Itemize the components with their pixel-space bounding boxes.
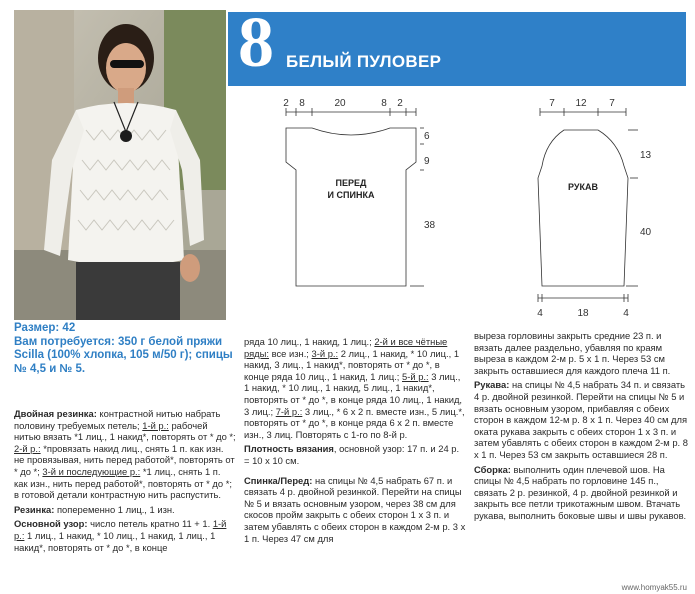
pattern-text-d: 3 лиц., 1 накид, * 10 лиц., 1 накид, 5 лиц., 1 накид*, повторять от * до *, в конце ряда 10 лиц., 1 накид, 3 лиц.; [244, 370, 463, 417]
back-front-text: на спицы № 4,5 набрать 67 п. и связать 4 р. двойной резинкой. Перейти на спицы № 5 и вязать основным узором, через 38 см для скосов пройм закрыть с обеих сторон 1 х 3 п. и затем убавлять с обеих сторон в каждом 2-м р. 3 х 1 п. Через 47 см для [244, 474, 466, 544]
pattern-text-e: 3 лиц., * 6 х 2 п. вместе изн., 5 лиц.*, повторять от * до *, в конце ряда 6 х 2 п. вместе изн., 3 лиц. Повторять с 1-го по 8-й р. [244, 405, 465, 440]
dim-body-side-1: 6 [424, 131, 430, 142]
sleeve-outline [538, 130, 628, 286]
density-text: , основной узор: 17 п. и 24 р. = 10 х 10 см. [244, 443, 460, 466]
dim-sleeve-bottom-1: 4 [537, 308, 543, 319]
density-title: Плотность вязания [244, 443, 334, 455]
elastic-title: Резинка: [14, 503, 55, 515]
dim-sleeve-bottom-3: 4 [623, 308, 629, 319]
main-pattern-row-1: 1-й р.: [14, 518, 227, 541]
main-pattern-text-2: 1 лиц., 1 накид, * 10 лиц., 1 накид, 1 лиц., 1 накид*, повторять от * до *, в конце [14, 529, 216, 553]
double-rib-row-2: 2-й р.: [14, 442, 41, 454]
materials-text: Вам потребуется: 350 г белой пряжи Scilla (100% хлопка, 105 м/50 г); спицы № 4,5 и № 5. [14, 335, 233, 375]
double-rib-row-1: 1-й р.: [142, 419, 169, 431]
back-front-title: Спинка/Перед: [244, 474, 313, 486]
assembly-paragraph [474, 464, 688, 522]
body-label-line2: И СПИНКА [327, 190, 375, 200]
requirements-block [14, 322, 236, 376]
body-label-line1: ПЕРЕД [335, 178, 367, 188]
assembly-title: Сборка: [474, 463, 511, 475]
instructions-column-1 [14, 408, 236, 556]
size-text: Размер: 42 [14, 322, 76, 334]
dim-sleeve-side-2: 40 [640, 227, 652, 238]
body-outline [286, 128, 416, 286]
pattern-row-7: 7-й р.: [275, 405, 303, 417]
sleeves-paragraph [474, 379, 688, 460]
dim-body-top-3: 20 [334, 98, 346, 109]
double-rib-row-3: 3-й и последующие р.: [42, 465, 141, 477]
pattern-text-c: 2 лиц., 1 накид, * 10 лиц., 1 накид, 3 лиц., 1 накид*, повторять от * до *, в конце ряда 10 лиц., 1 накид, 1 лиц.; [244, 347, 460, 382]
model-number: 8 [238, 2, 274, 82]
double-rib-title: Двойная резинка: [14, 408, 97, 419]
double-rib-text-1: контрастной нитью набрать половину требуемых петель; [14, 408, 221, 431]
double-rib-text-2: рабочей нитью вязать *1 лиц., 1 накид*, повторять от * до *; [14, 419, 236, 443]
main-pattern-text-1: число петель кратно 11 + 1. [87, 518, 213, 530]
pattern-row-even: 2-й и все чётные ряды: [244, 336, 448, 359]
assembly-text: выполнить один плечевой шов. На спицы № 4,5 набрать по горловине 145 п., связать 2 р. резинкой, 4 р. двойной резинкой и закрыть все петли трикотажным швом. Втачать рукава, выполнить боковые швы и швы рукавов. [474, 463, 687, 521]
instructions-column-2 [244, 336, 466, 547]
pattern-row-3: 3-й р.: [311, 347, 339, 359]
dim-body-side-3: 38 [424, 220, 436, 231]
elastic-text: попеременно 1 лиц., 1 изн. [54, 503, 175, 515]
watermark: www.homyak55.ru [621, 583, 687, 592]
model-photo-illustration [14, 10, 226, 320]
dim-sleeve-top-1: 7 [549, 98, 555, 109]
sleeve-label: РУКАВ [568, 182, 598, 192]
main-pattern-paragraph [14, 518, 236, 553]
dim-body-top-2: 8 [299, 98, 305, 109]
schematic-svg [228, 90, 686, 330]
dim-body-side-2: 9 [424, 156, 430, 167]
main-pattern-title: Основной узор: [14, 518, 88, 530]
pattern-text-a: ряда 10 лиц., 1 накид, 1 лиц.; [244, 336, 375, 347]
dim-sleeve-bottom-2: 18 [577, 308, 589, 319]
double-rib-paragraph [14, 408, 236, 501]
double-rib-text-4: *1 лиц., снять 1 п. как изн., нить перед работой*, повторять от * до *; в готовой детали контрастную нить распустить. [14, 465, 232, 501]
pattern-schematic [228, 90, 686, 330]
dim-sleeve-top-2: 12 [575, 98, 587, 109]
dim-body-top-1: 2 [283, 98, 289, 109]
pattern-continued-paragraph [244, 336, 466, 440]
model-photo [14, 10, 226, 320]
pattern-text-b: все изн.; [269, 347, 312, 359]
pattern-row-5: 5-й р.: [402, 370, 429, 382]
page-title: БЕЛЫЙ ПУЛОВЕР [286, 52, 442, 71]
dim-body-top-4: 8 [381, 98, 387, 109]
sleeves-text: на спицы № 4,5 набрать 34 п. и связать 4 р. двойной резинкой. Перейти на спицы № 5 и вязать основным узором, прибавляя с обеих сторон в каждом 12-м р. 8 х 1 п. Через 40 см для оката рукава закрыть с обеих сторон 1 х 3 п. и затем убавлять с обеих сторон в каждом 2-м р. 8 х 1 п. Через 53 см закрыть оставшиеся 28 п. [474, 379, 688, 460]
sleeves-title: Рукава: [474, 379, 510, 391]
double-rib-text-3: *провязать накид лиц., снять 1 п. как изн. не провязывая, нить перед работой*, повторять от * до *; [14, 442, 235, 477]
back-front-paragraph [244, 475, 466, 545]
density-paragraph [244, 443, 466, 466]
header-band [228, 2, 686, 86]
elastic-paragraph [14, 504, 236, 516]
dim-body-top-5: 2 [397, 98, 403, 109]
dim-sleeve-side-1: 13 [640, 150, 652, 161]
instructions-column-3 [474, 330, 688, 525]
dim-sleeve-top-3: 7 [609, 98, 615, 109]
neckline-paragraph: выреза горловины закрыть средние 23 п. и вязать далее раздельно, убавляя по краям выреза в каждом 2-м р. 5 х 1 п. Через 53 см закрыть оставшиеся для каждого плеча 11 п. [474, 330, 671, 376]
